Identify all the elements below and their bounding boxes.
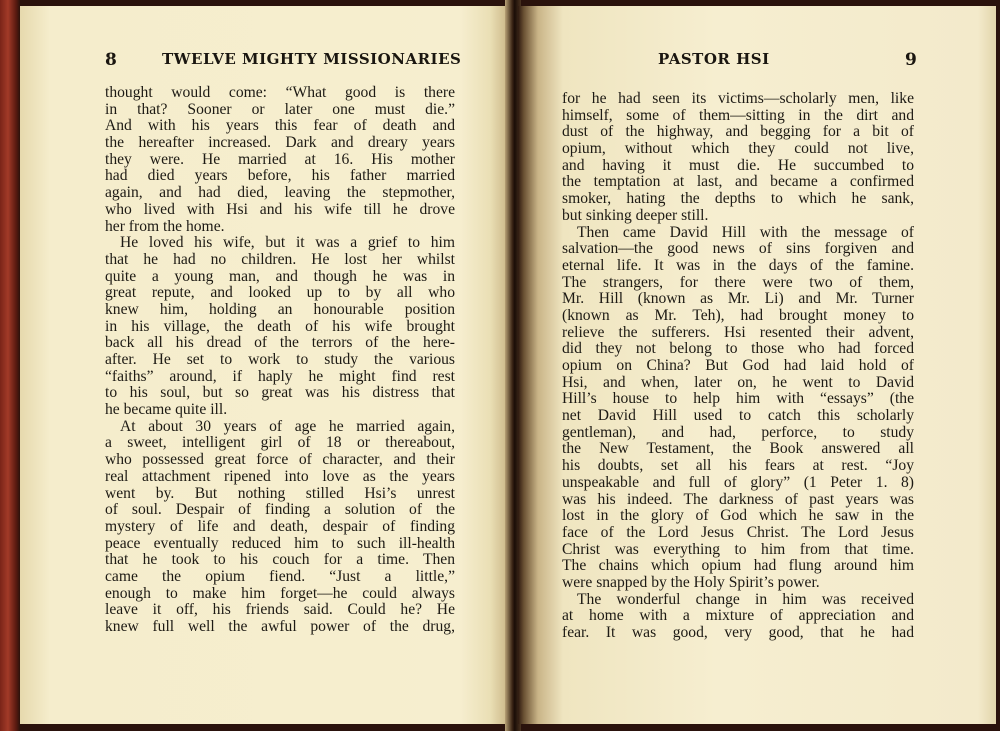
text-line: Hill’s house to help him with “essays” (the <box>562 390 914 408</box>
text-line: was his indeed. The darkness of past years was <box>562 490 914 508</box>
text-line: his doubts, set all his fears at rest. “Joy <box>562 457 914 475</box>
text-line: (known as Mr. Teh), had brought money to <box>562 306 914 324</box>
text-line: knew him, holding an honourable position <box>105 300 455 318</box>
text-line: smoker, hating the depths to which he sank, <box>562 190 914 208</box>
text-line: Mr. Hill (known as Mr. Li) and Mr. Turner <box>562 290 914 308</box>
text-line: to his soul, but so great was his distress that <box>105 384 455 402</box>
text-line: back all his dread of the terrors of the here- <box>105 334 455 352</box>
body-text-right <box>562 91 914 642</box>
text-line: great repute, and looked up to by all who <box>105 284 455 302</box>
text-line: The chains which opium had flung around him <box>562 557 914 575</box>
text-line: in his village, the death of his wife brought <box>105 317 455 335</box>
text-line: the hereafter increased. Dark and dreary years <box>105 134 455 152</box>
text-line: did they not belong to those who had forced <box>562 340 914 358</box>
text-line: opium, without which they could not live, <box>562 140 914 158</box>
text-line: were snapped by the Holy Spirit’s power. <box>562 573 820 591</box>
text-line: net David Hill used to catch this scholarly <box>562 407 914 425</box>
page-number-right: 9 <box>905 50 918 70</box>
text-line: her from the home. <box>105 217 225 235</box>
left-page <box>20 6 507 724</box>
text-line: real attachment ripened into love as the years <box>105 467 455 485</box>
text-line: At about 30 years of age he married again, <box>120 417 455 435</box>
text-line: Christ was everything to him from that time. <box>562 540 914 558</box>
right-page <box>518 6 996 724</box>
text-line: had died years before, his father married <box>105 167 455 185</box>
text-line: gentleman), and had, perforce, to study <box>562 423 914 441</box>
text-line: again, and had died, leaving the stepmother, <box>105 184 455 202</box>
text-line: fear. It was good, very good, that he had <box>562 624 914 641</box>
body-text-left <box>105 85 455 636</box>
text-line: came the opium fiend. “Just a little,” <box>105 567 455 585</box>
text-line: leave it off, his friends said. Could he? He <box>105 601 455 619</box>
text-line: who lived with Hsi and his wife till he drove <box>105 200 455 218</box>
running-head-left: TWELVE MIGHTY MISSIONARIES <box>162 50 462 68</box>
text-line: The wonderful change in him was received <box>577 590 914 608</box>
text-line: quite a young man, and though he was in <box>105 267 455 285</box>
text-line: that he took to his couch for a time. Then <box>105 551 455 569</box>
text-line: peace eventually reduced him to such ill-health <box>105 534 455 552</box>
text-line: the New Testament, the Book answered all <box>562 440 914 458</box>
text-line: “faiths” around, if haply he might find rest <box>105 367 455 385</box>
text-line: a sweet, intelligent girl of 18 or thereabout, <box>105 434 455 452</box>
text-line: mystery of life and death, despair of finding <box>105 517 455 535</box>
text-line: opium on China? But God had laid hold of <box>562 357 914 374</box>
text-line: the temptation at last, and became a confirmed <box>562 173 914 191</box>
running-head-right: PASTOR HSI <box>658 50 770 68</box>
text-line: who possessed great force of character, and their <box>105 451 455 469</box>
text-line: in that? Sooner or later one must die.” <box>105 100 455 118</box>
text-line: face of the Lord Jesus Christ. The Lord Jesus <box>562 523 914 541</box>
text-line: He loved his wife, but it was a grief to him <box>120 234 455 252</box>
page-number-left: 8 <box>105 50 118 70</box>
text-line: dust of the highway, and begging for a bit of <box>562 123 914 141</box>
text-line: for he had seen its victims—scholarly men, like <box>562 90 914 107</box>
text-line: salvation—the good news of sins forgiven and <box>562 240 914 258</box>
text-line: thought would come: “What good is there <box>105 84 455 101</box>
text-line: went by. But nothing stilled Hsi’s unrest <box>105 484 455 502</box>
text-line: that he had no children. He lost her whilst <box>105 250 455 268</box>
text-line: unspeakable and full of glory” (1 Peter 1. 8) <box>562 473 914 491</box>
text-line: himself, some of them—sitting in the dirt and <box>562 106 914 124</box>
text-line: after. He set to work to study the various <box>105 351 455 368</box>
text-line: enough to make him forget—he could always <box>105 584 455 602</box>
text-line: lost in the glory of God which he saw in the <box>562 507 914 525</box>
text-line: he became quite ill. <box>105 401 228 419</box>
text-line: they were. He married at 16. His mother <box>105 150 455 168</box>
text-line: And with his years this fear of death and <box>105 117 455 135</box>
text-line: Hsi, and when, later on, he went to David <box>562 373 914 391</box>
text-line: knew full well the awful power of the drug, <box>105 618 455 635</box>
text-line: relieve the sufferers. Hsi resented their advent, <box>562 323 914 341</box>
text-line: eternal life. It was in the days of the famine. <box>562 256 914 274</box>
text-line: The strangers, for there were two of them, <box>562 273 914 291</box>
text-line: Then came David Hill with the message of <box>577 223 914 241</box>
text-line: at home with a mixture of appreciation and <box>562 607 914 625</box>
text-line: and having it must die. He succumbed to <box>562 156 914 174</box>
text-line: of soul. Despair of finding a solution of the <box>105 501 455 519</box>
text-line: but sinking deeper still. <box>562 206 709 224</box>
